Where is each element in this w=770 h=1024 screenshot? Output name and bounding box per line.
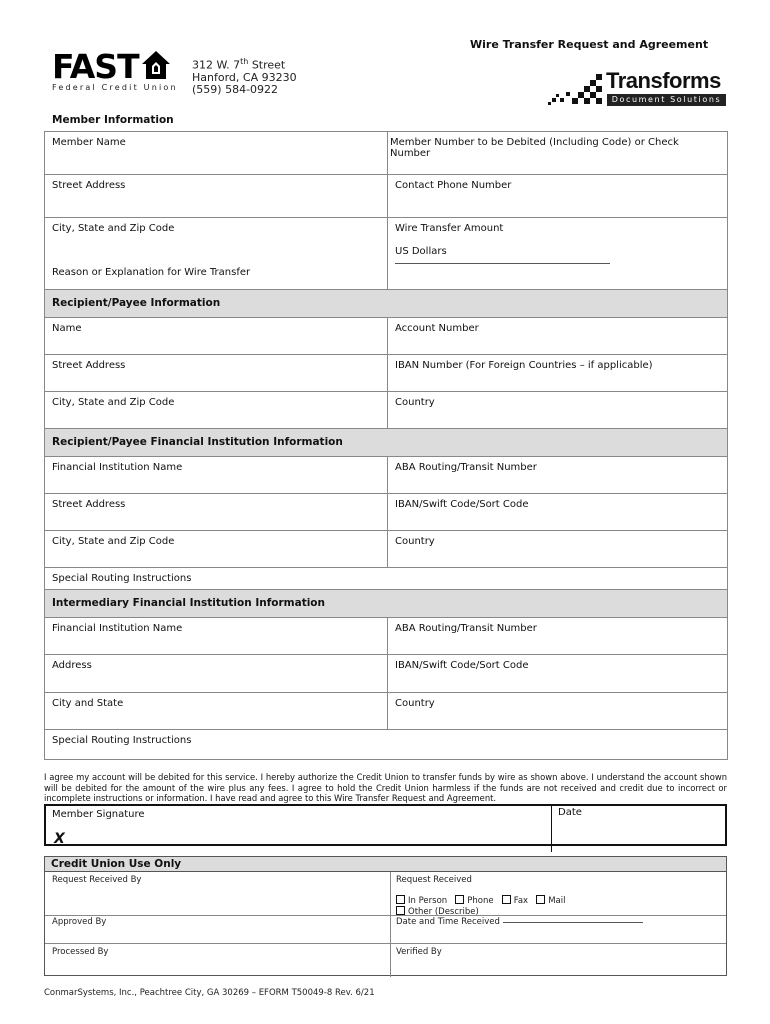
intermediary-address-field[interactable]: Address bbox=[45, 655, 388, 693]
recipient-city-field[interactable]: City, State and Zip Code bbox=[45, 392, 388, 429]
recipient-iban-field[interactable]: IBAN Number (For Foreign Countries – if applicable) bbox=[388, 355, 728, 392]
member-street-field[interactable]: Street Address bbox=[45, 175, 388, 218]
intermediary-section-header: Intermediary Financial Institution Information bbox=[45, 590, 728, 618]
amount-fill-line[interactable] bbox=[395, 263, 610, 264]
address-street-sup: th bbox=[240, 57, 249, 66]
transfer-reason-field[interactable]: Reason or Explanation for Wire Transfer bbox=[45, 262, 388, 290]
intermediary-country-field[interactable]: Country bbox=[388, 693, 728, 730]
processed-by-field[interactable]: Processed By bbox=[52, 947, 109, 957]
logo-brand: FAST bbox=[52, 47, 139, 86]
member-city-field[interactable]: City, State and Zip Code bbox=[45, 218, 388, 262]
recipient-fi-city-field[interactable]: City, State and Zip Code bbox=[45, 531, 388, 568]
other-checkbox[interactable] bbox=[396, 906, 405, 915]
credit-union-header: Credit Union Use Only bbox=[45, 857, 726, 872]
form-footer: ConmarSystems, Inc., Peachtree City, GA 30269 – EFORM T50049-8 Rev. 6/21 bbox=[44, 988, 375, 998]
recipient-name-field[interactable]: Name bbox=[45, 318, 388, 355]
cu-row-line bbox=[45, 915, 726, 916]
request-received-by-field[interactable]: Request Received By bbox=[52, 875, 142, 885]
address-street-end: Street bbox=[248, 58, 286, 72]
agreement-text: I agree my account will be debited for this service. I hereby authorize the Credit Union to transfer funds by wire as shown above. I understand the account shown will be debited for the amount of the wire plus any fees. I agree to hold the Credit Union harmless if the funds are not received and credit due to incorrect or incomplete instructions or information. I have read and agree to this Wire Transfer Request and Agreement. bbox=[44, 772, 727, 803]
recipient-fi-iban-field[interactable]: IBAN/Swift Code/Sort Code bbox=[388, 494, 728, 531]
verified-by-field[interactable]: Verified By bbox=[396, 947, 442, 957]
phone-checkbox[interactable] bbox=[455, 895, 464, 904]
recipient-section-header: Recipient/Payee Information bbox=[45, 290, 728, 318]
cu-row-line bbox=[45, 943, 726, 944]
intermediary-iban-field[interactable]: IBAN/Swift Code/Sort Code bbox=[388, 655, 728, 693]
member-section-label: Member Information bbox=[52, 114, 174, 126]
transforms-logo-word: Transforms bbox=[606, 68, 721, 93]
recipient-account-field[interactable]: Account Number bbox=[388, 318, 728, 355]
address-city: Hanford, CA 93230 bbox=[192, 70, 297, 84]
recipient-fi-street-field[interactable]: Street Address bbox=[45, 494, 388, 531]
address-phone: (559) 584-0922 bbox=[192, 82, 279, 96]
intermediary-city-field[interactable]: City and State bbox=[45, 693, 388, 730]
approved-by-field[interactable]: Approved By bbox=[52, 917, 107, 927]
request-method-options: In Person Phone Fax Mail Other (Describe) bbox=[396, 895, 565, 917]
member-name-field[interactable]: Member Name bbox=[45, 132, 388, 175]
house-icon bbox=[141, 50, 171, 80]
recipient-fi-section-header: Recipient/Payee Financial Institution Information bbox=[45, 429, 728, 457]
in-person-checkbox[interactable] bbox=[396, 895, 405, 904]
member-phone-field[interactable]: Contact Phone Number bbox=[388, 175, 728, 218]
transforms-logo-tagline: Document Solutions bbox=[607, 94, 726, 106]
member-signature-box[interactable] bbox=[44, 804, 727, 846]
request-received-label: Request Received bbox=[396, 875, 472, 885]
address-street-num: 312 W. 7 bbox=[192, 58, 241, 72]
form-title: Wire Transfer Request and Agreement bbox=[470, 38, 709, 51]
logo-subtitle: Federal Credit Union bbox=[52, 83, 178, 92]
recipient-fi-country-field[interactable]: Country bbox=[388, 531, 728, 568]
wire-form-table bbox=[44, 131, 728, 760]
intermediary-name-field[interactable]: Financial Institution Name bbox=[45, 618, 388, 655]
date-time-received-field[interactable]: Date and Time Received bbox=[396, 917, 643, 927]
credit-union-use-box bbox=[44, 856, 727, 976]
recipient-fi-name-field[interactable]: Financial Institution Name bbox=[45, 457, 388, 494]
recipient-street-field[interactable]: Street Address bbox=[45, 355, 388, 392]
intermediary-aba-field[interactable]: ABA Routing/Transit Number bbox=[388, 618, 728, 655]
signature-label: Member Signature bbox=[52, 809, 145, 820]
transforms-checker-icon bbox=[548, 72, 606, 106]
cu-divider bbox=[390, 872, 391, 977]
signature-date-field[interactable]: Date bbox=[551, 804, 588, 852]
intermediary-special-field[interactable]: Special Routing Instructions bbox=[45, 730, 728, 760]
member-number-field[interactable]: Member Number to be Debited (Including Code) or Check Number bbox=[388, 132, 728, 175]
fax-checkbox[interactable] bbox=[502, 895, 511, 904]
signature-x-mark: X bbox=[54, 831, 65, 847]
fast-logo bbox=[52, 47, 182, 95]
recipient-fi-special-field[interactable]: Special Routing Instructions bbox=[45, 568, 728, 590]
credit-union-address bbox=[192, 56, 297, 96]
wire-amount-field[interactable]: Wire Transfer Amount US Dollars bbox=[388, 218, 728, 290]
recipient-country-field[interactable]: Country bbox=[388, 392, 728, 429]
recipient-fi-aba-field[interactable]: ABA Routing/Transit Number bbox=[388, 457, 728, 494]
mail-checkbox[interactable] bbox=[536, 895, 545, 904]
